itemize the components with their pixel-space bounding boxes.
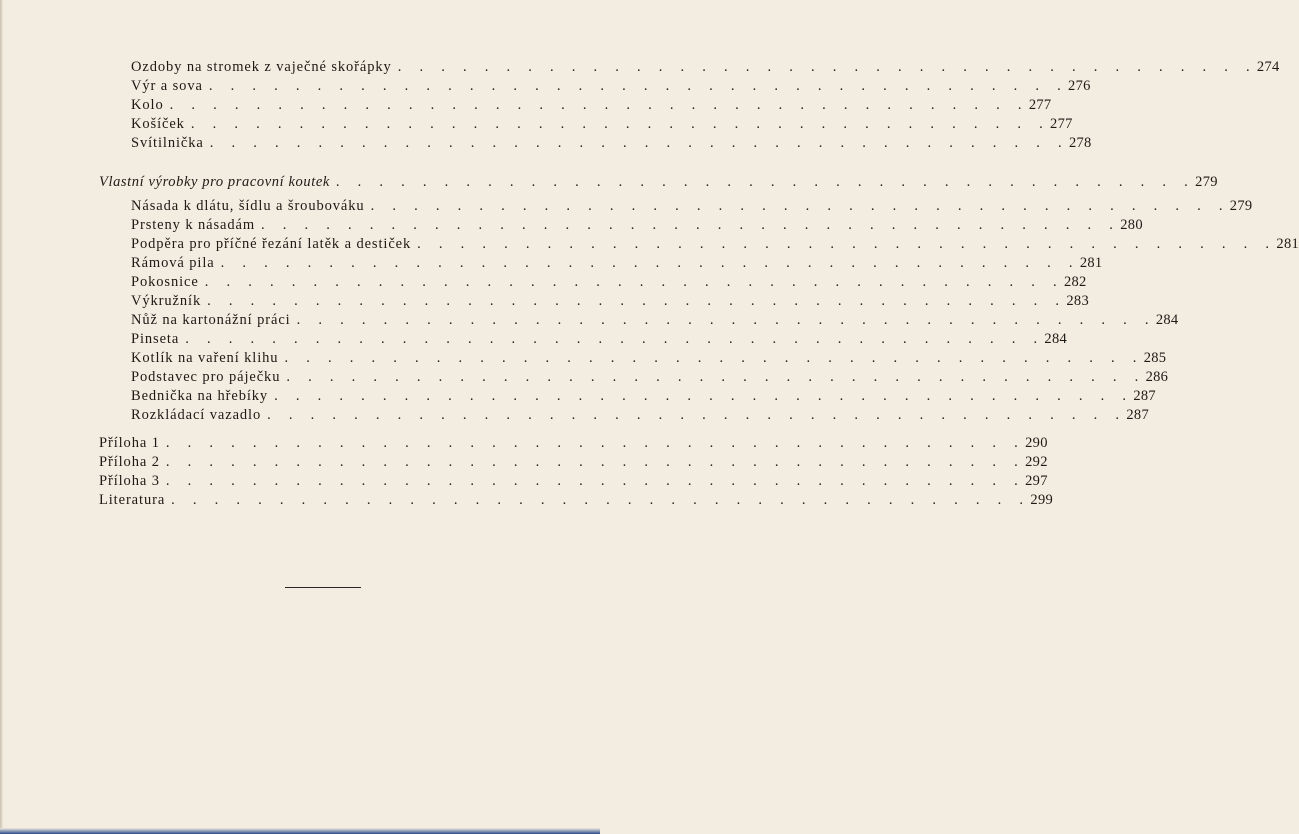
toc-appendix-entry bbox=[99, 491, 1054, 510]
dot-leader: . . . . . . . . . . . . . . . . . . . . . . . . . . . . . . . . . . . . . . . . bbox=[296, 312, 1149, 328]
toc-section-heading bbox=[99, 173, 1218, 192]
toc-entry-page: 292 bbox=[1025, 454, 1048, 470]
toc-entry-title: Kotlík na vaření klihu bbox=[131, 350, 279, 366]
toc-entry-page: 284 bbox=[1155, 312, 1179, 328]
toc-entry bbox=[131, 387, 1156, 406]
toc-entry bbox=[131, 292, 1089, 311]
toc-entry-title: Příloha 1 bbox=[99, 435, 160, 451]
toc-entry-page: 297 bbox=[1025, 473, 1048, 489]
page-bottom-edge bbox=[0, 828, 600, 834]
toc-entry bbox=[131, 197, 1253, 216]
dot-leader: . . . . . . . . . . . . . . . . . . . . . . . . . . . . . . . . . . . . . . . . bbox=[397, 59, 1250, 75]
toc-entry-title: Pinseta bbox=[131, 331, 180, 347]
toc-entry-page: 274 bbox=[1256, 59, 1280, 75]
toc-entry bbox=[131, 368, 1169, 387]
dot-leader: . . . . . . . . . . . . . . . . . . . . . . . . . . . . . . . . . . . . . . . . bbox=[171, 492, 1024, 508]
dot-leader: . . . . . . . . . . . . . . . . . . . . . . . . . . . . . . . . . . . . . . . . bbox=[204, 274, 1057, 290]
dot-leader: . . . . . . . . . . . . . . . . . . . . . . . . . . . . . . . . . . . . . . . . bbox=[274, 388, 1126, 404]
toc-entry bbox=[131, 58, 1280, 77]
toc-entry-title: Rámová pila bbox=[131, 255, 215, 271]
dot-leader: . . . . . . . . . . . . . . . . . . . . . . . . . . . . . . . . . . . . . . . . bbox=[220, 255, 1073, 271]
dot-leader: . . . . . . . . . . . . . . . . . . . . . . . . . . . . . . . . . . . . . . . . bbox=[417, 236, 1270, 252]
toc-entry bbox=[131, 406, 1150, 425]
toc-entry bbox=[131, 254, 1103, 273]
dot-leader: . . . . . . . . . . . . . . . . . . . . . . . . . . . . . . . . . . . . . . . . bbox=[165, 473, 1018, 489]
toc-entry-title: Podpěra pro příčné řezání latěk a destiček bbox=[131, 236, 412, 252]
toc-entry-page: 285 bbox=[1143, 350, 1167, 366]
dot-leader: . . . . . . . . . . . . . . . . . . . . . . . . . . . . . . . . . . . . . . . . bbox=[335, 174, 1188, 190]
toc-entry-page: 278 bbox=[1068, 135, 1092, 151]
toc-entry bbox=[131, 115, 1073, 134]
toc-entry-page: 279 bbox=[1229, 198, 1253, 214]
toc-appendix-entry bbox=[99, 472, 1048, 491]
page-edge bbox=[0, 0, 3, 834]
dot-leader: . . . . . . . . . . . . . . . . . . . . . . . . . . . . . . . . . . . . . . . . bbox=[286, 369, 1139, 385]
toc-entry-page: 286 bbox=[1145, 369, 1169, 385]
toc-entry bbox=[131, 330, 1068, 349]
toc-appendix-entry bbox=[99, 434, 1048, 453]
dot-leader: . . . . . . . . . . . . . . . . . . . . . . . . . . . . . . . . . . . . . . . . bbox=[190, 116, 1043, 132]
toc-entry-page: 284 bbox=[1044, 331, 1068, 347]
toc-entry-page: 277 bbox=[1050, 116, 1073, 132]
dot-leader: . . . . . . . . . . . . . . . . . . . . . . . . . . . . . . . . . . . . . . . . bbox=[207, 293, 1059, 309]
toc-entry-title: Ozdoby na stromek z vaječné skořápky bbox=[131, 59, 392, 75]
toc-entry-title: Prsteny k násadám bbox=[131, 217, 256, 233]
toc-entry bbox=[131, 77, 1091, 96]
toc-section-title: Vlastní výrobky pro pracovní koutek bbox=[99, 174, 330, 190]
toc-entry-page: 281 bbox=[1079, 255, 1103, 271]
toc-entry-title: Bednička na hřebíky bbox=[131, 388, 269, 404]
toc-entry-page: 287 bbox=[1126, 407, 1150, 423]
dot-leader: . . . . . . . . . . . . . . . . . . . . . . . . . . . . . . . . . . . . . . . . bbox=[208, 78, 1061, 94]
dot-leader: . . . . . . . . . . . . . . . . . . . . . . . . . . . . . . . . . . . . . . . . bbox=[165, 454, 1018, 470]
toc-entry-page: 277 bbox=[1028, 97, 1052, 113]
toc-entry-title: Podstavec pro páječku bbox=[131, 369, 281, 385]
dot-leader: . . . . . . . . . . . . . . . . . . . . . . . . . . . . . . . . . . . . . . . . bbox=[261, 217, 1113, 233]
closing-rule bbox=[285, 587, 361, 588]
toc-entry-page: 287 bbox=[1133, 388, 1156, 404]
toc-entry-title: Nůž na kartonážní práci bbox=[131, 312, 291, 328]
toc-entry-title: Násada k dlátu, šídlu a šroubováku bbox=[131, 198, 365, 214]
toc-entry-title: Svítilnička bbox=[131, 135, 204, 151]
toc-entry bbox=[131, 216, 1143, 235]
toc-entry bbox=[131, 96, 1052, 115]
toc-entry bbox=[131, 311, 1179, 330]
toc-entry bbox=[131, 134, 1092, 153]
toc-entry bbox=[131, 273, 1087, 292]
toc-entry-title: Košíček bbox=[131, 116, 185, 132]
toc-entry bbox=[131, 235, 1299, 254]
dot-leader: . . . . . . . . . . . . . . . . . . . . . . . . . . . . . . . . . . . . . . . . bbox=[165, 435, 1018, 451]
toc-entry-title: Literatura bbox=[99, 492, 166, 508]
toc-entry-page: 276 bbox=[1068, 78, 1091, 94]
toc-entry-page: 290 bbox=[1025, 435, 1048, 451]
toc-entry-page: 283 bbox=[1066, 293, 1089, 309]
dot-leader: . . . . . . . . . . . . . . . . . . . . . . . . . . . . . . . . . . . . . . . . bbox=[209, 135, 1062, 151]
toc-entry bbox=[131, 349, 1167, 368]
toc-entry-page: 299 bbox=[1030, 492, 1054, 508]
toc-entry-page: 280 bbox=[1120, 217, 1143, 233]
toc-entry-page: 282 bbox=[1063, 274, 1087, 290]
toc-entry-title: Příloha 3 bbox=[99, 473, 160, 489]
toc-entry-title: Rozkládací vazadlo bbox=[131, 407, 262, 423]
dot-leader: . . . . . . . . . . . . . . . . . . . . . . . . . . . . . . . . . . . . . . . . bbox=[169, 97, 1022, 113]
toc-entry-title: Kolo bbox=[131, 97, 164, 113]
toc-entry-title: Příloha 2 bbox=[99, 454, 160, 470]
toc-section-page: 279 bbox=[1195, 174, 1218, 190]
dot-leader: . . . . . . . . . . . . . . . . . . . . . . . . . . . . . . . . . . . . . . . . bbox=[267, 407, 1120, 423]
toc-entry-page: 281 bbox=[1276, 236, 1299, 252]
dot-leader: . . . . . . . . . . . . . . . . . . . . . . . . . . . . . . . . . . . . . . . . bbox=[284, 350, 1137, 366]
dot-leader: . . . . . . . . . . . . . . . . . . . . . . . . . . . . . . . . . . . . . . . . bbox=[370, 198, 1223, 214]
toc-entry-title: Pokosnice bbox=[131, 274, 199, 290]
toc-entry-title: Výkružník bbox=[131, 293, 202, 309]
dot-leader: . . . . . . . . . . . . . . . . . . . . . . . . . . . . . . . . . . . . . . . . bbox=[185, 331, 1038, 347]
toc-appendix-entry bbox=[99, 453, 1048, 472]
toc-entry-title: Výr a sova bbox=[131, 78, 203, 94]
